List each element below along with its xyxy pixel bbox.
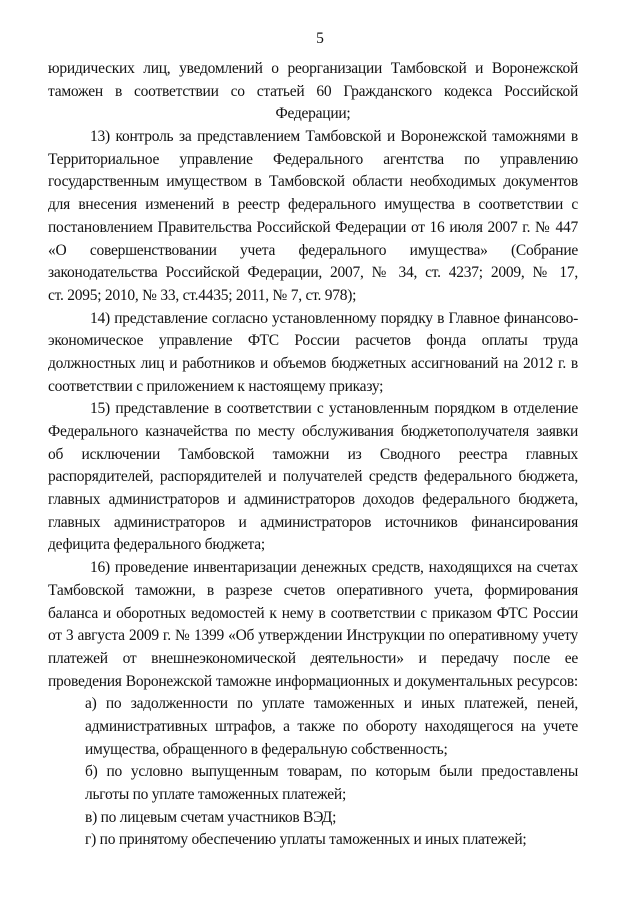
text-line: 14) представление согласно установленному порядку в Главное финансово- bbox=[90, 309, 578, 327]
text-line: Федерации; bbox=[275, 105, 351, 123]
text-line: б) по условно выпущенным товарам, по которым были предоставлены bbox=[85, 763, 578, 781]
text-line: г) по принятому обеспечению уплаты таможенных и иных платежей; bbox=[85, 831, 527, 849]
text-line: для внесения изменений в реестр федерального имущества в соответствии с bbox=[48, 196, 578, 214]
paragraph bbox=[48, 829, 578, 852]
text-line: таможен в соответствии со статьей 60 Гражданского кодекса Российской bbox=[48, 82, 578, 100]
text-line: баланса и оборотных ведомостей к нему в соответствии с приказом ФТС России bbox=[48, 604, 578, 622]
text-line: распорядителей, распорядителей и получателей средств федерального бюджета, bbox=[48, 468, 578, 486]
text-line: законодательства Российской Федерации, 2007, № 34, ст. 4237; 2009, № 17, bbox=[48, 264, 578, 282]
text-line: «О совершенствовании учета федерального имущества» (Собрание bbox=[48, 241, 578, 259]
text-line: юридических лиц, уведомлений о реорганизации Тамбовской и Воронежской bbox=[48, 60, 578, 77]
text-line: от 3 августа 2009 г. № 1399 «Об утверждении Инструкции по оперативному учету bbox=[48, 627, 578, 645]
paragraph bbox=[48, 398, 578, 557]
text-line: а) по задолженности по уплате таможенных и иных платежей, пеней, bbox=[85, 695, 578, 713]
paragraph bbox=[48, 761, 578, 806]
paragraph bbox=[48, 58, 578, 126]
text-line: об исключении Тамбовской таможни из Сводного реестра главных bbox=[48, 445, 578, 463]
text-line: административных штрафов, а также по обороту находящегося на учете bbox=[85, 717, 578, 735]
text-line: соответствии с приложением к настоящему приказу; bbox=[48, 377, 384, 395]
text-line: дефицита федерального бюджета; bbox=[48, 536, 265, 554]
text-line: экономическое управление ФТС России расчетов фонда оплаты труда bbox=[48, 332, 578, 350]
text-line: 15) представление в соответствии с установленным порядком в отделение bbox=[90, 400, 578, 418]
text-line: главных администраторов и администраторов источников финансирования bbox=[48, 513, 578, 531]
text-line: льготы по уплате таможенных платежей; bbox=[85, 786, 347, 803]
paragraph bbox=[48, 126, 578, 308]
page-number: 5 bbox=[316, 30, 324, 47]
text-line: должностных лиц и работников и объемов бюджетных ассигнований на 2012 г. в bbox=[48, 354, 578, 372]
text-line: проведения Воронежской таможне информационных и документальных ресурсов: bbox=[48, 672, 578, 690]
text-line: главных администраторов и администраторов доходов федерального бюджета, bbox=[48, 491, 578, 509]
text-line: Федерального казначейства по месту обслуживания бюджетополучателя заявки bbox=[48, 423, 578, 440]
text-line: в) по лицевым счетам участников ВЭД; bbox=[85, 808, 337, 826]
text-line: 13) контроль за представлением Тамбовской и Воронежской таможнями в bbox=[90, 128, 578, 146]
paragraph bbox=[48, 693, 578, 761]
text-line: Территориальное управление Федерального агентства по управлению bbox=[48, 150, 578, 168]
paragraph bbox=[48, 807, 578, 830]
text-line: Тамбовской таможни, в разрезе счетов оперативного учета, формирования bbox=[48, 581, 578, 599]
paragraph bbox=[48, 557, 578, 693]
document-body bbox=[48, 58, 578, 852]
text-line: постановлением Правительства Российской Федерации от 16 июля 2007 г. № 447 bbox=[48, 218, 578, 236]
text-line: 16) проведение инвентаризации денежных средств, находящихся на счетах bbox=[90, 559, 578, 577]
text-line: ст. 2095; 2010, № 33, ст.4435; 2011, № 7, ст. 978); bbox=[48, 286, 357, 304]
text-line: имущества, обращенного в федеральную собственность; bbox=[85, 740, 448, 758]
text-line: государственным имуществом в Тамбовской области необходимых документов bbox=[48, 173, 578, 191]
text-line: платежей от внешнеэкономической деятельности» и передачу после ее bbox=[48, 649, 578, 667]
paragraph bbox=[48, 308, 578, 399]
